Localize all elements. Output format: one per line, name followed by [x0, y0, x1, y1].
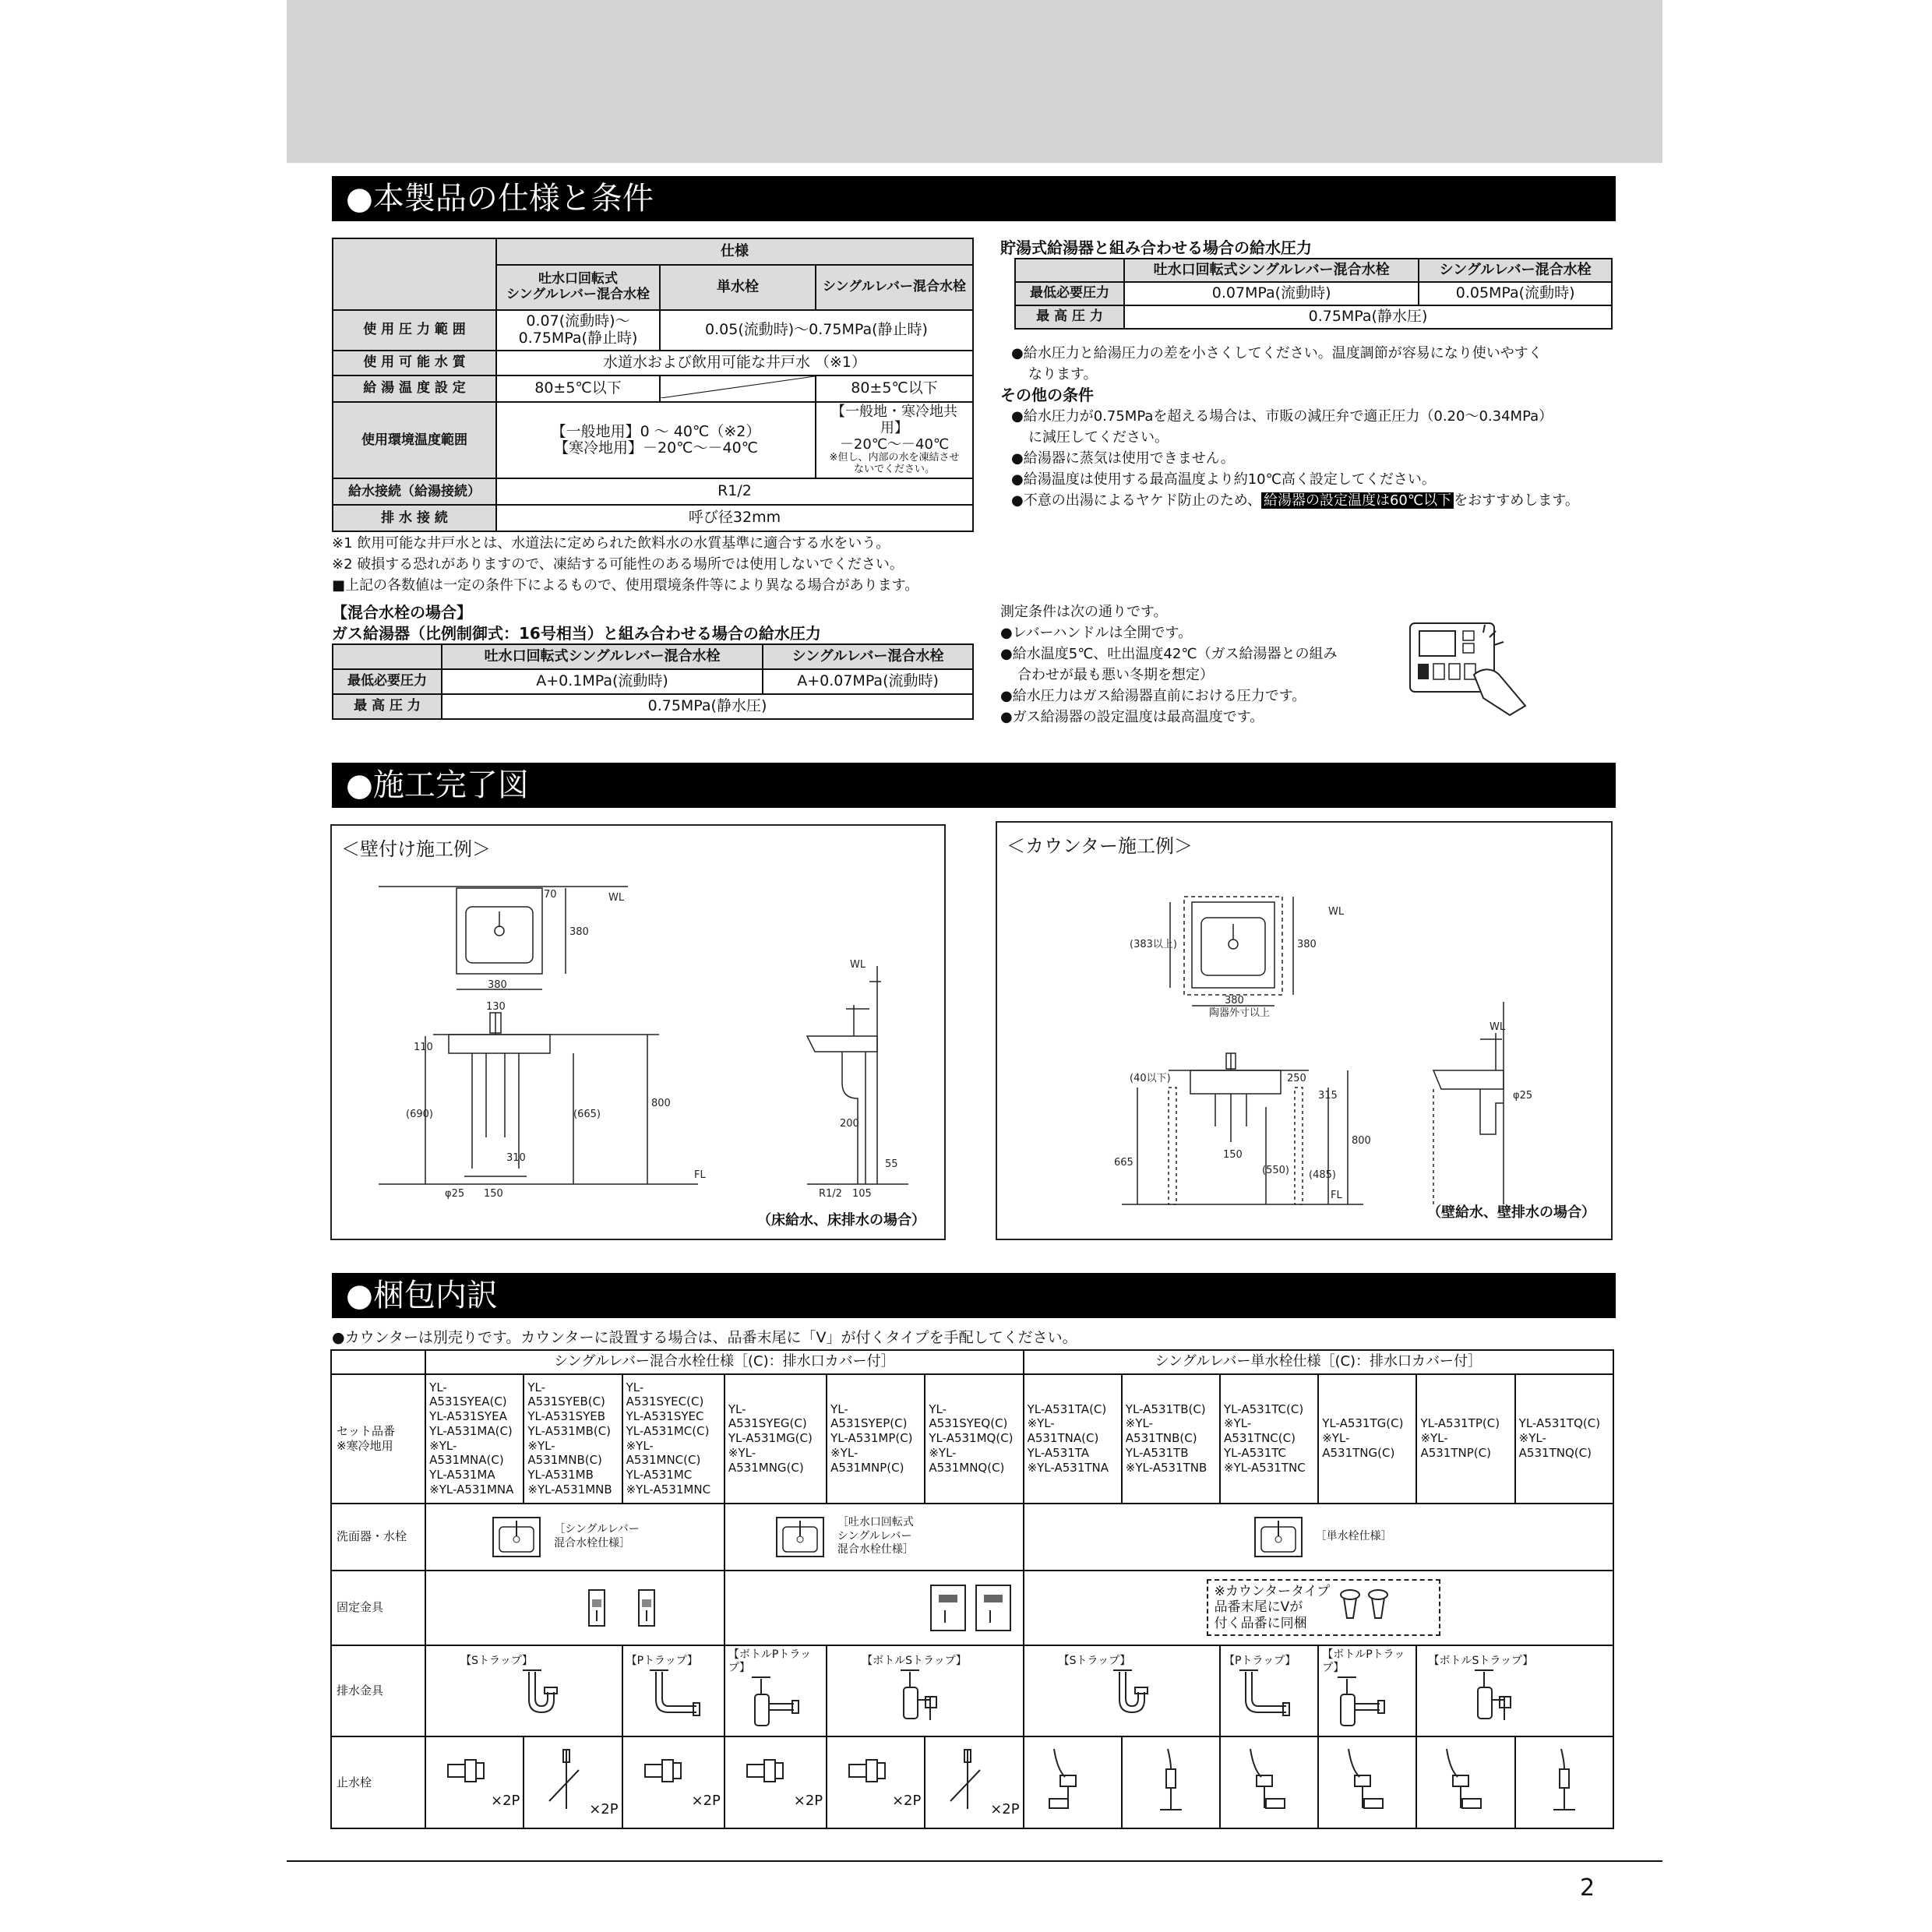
dim-label: FL	[1331, 1190, 1342, 1201]
valve-cell	[622, 1736, 724, 1828]
trap-cell	[827, 1645, 1023, 1737]
measure-note: 測定条件は次の通りです。	[1000, 604, 1168, 620]
model-cell: YL-A531TP(C) ※YL-A531TNP(C)	[1416, 1374, 1514, 1504]
row-label-models: セット品番 ※寒冷地用	[331, 1374, 425, 1504]
spec-cell: 水道水および飲用可能な井戸水 （※1）	[496, 351, 973, 375]
p-trap-icon	[642, 1669, 720, 1723]
other-note-pre: ●不意の出湯によるヤケド防止のため、	[1011, 492, 1261, 509]
group-single-header: シングルレバー単水栓仕様［(C)：排水口カバー付］	[1024, 1350, 1613, 1374]
dim-label: (550)	[1262, 1165, 1289, 1176]
dim-label: 315	[1318, 1090, 1338, 1102]
s-trap-icon	[507, 1669, 585, 1723]
spec-table	[332, 238, 974, 532]
storage-cell: 0.07MPa(流動時)	[1124, 282, 1419, 305]
spec-row-label: 排 水 接 続	[333, 505, 496, 531]
spec-col-mixer: シングルレバー混合水栓	[816, 265, 973, 310]
bottle-p-trap-icon	[1330, 1676, 1408, 1730]
angle-valve-icon	[744, 1755, 799, 1789]
highlight-text: 給湯器の設定温度は60℃以下	[1261, 492, 1454, 509]
trap-cell	[724, 1645, 827, 1737]
spec-row-label: 使 用 圧 力 範 囲	[333, 310, 496, 351]
trap-cell	[1220, 1645, 1318, 1737]
model-cell: YL-A531SYEP(C) YL-A531MP(C) ※YL-A531MNP(C)	[827, 1374, 925, 1504]
dim-label: R1/2	[819, 1188, 842, 1200]
valve-cell	[827, 1736, 925, 1828]
spec-cell: 【一般地用】0 〜 40℃（※2） 【寒冷地用】－20℃〜－40℃	[496, 402, 816, 478]
trap-cell	[1318, 1645, 1416, 1737]
model-cell: YL-A531TB(C) ※YL-A531TNB(C) YL-A531TB ※YL-A531TNB	[1122, 1374, 1220, 1504]
dim-label: 380	[569, 926, 589, 938]
spec-cell-text: 【一般地・寒冷地共用】 －20℃〜－40℃	[831, 404, 957, 453]
dim-label: 陶器外寸以上	[1209, 1007, 1271, 1019]
storage-corner	[1015, 259, 1124, 282]
p-trap-icon	[1232, 1669, 1310, 1723]
spec-notes	[332, 533, 978, 596]
valve-cell	[1318, 1736, 1416, 1828]
trap-cell	[1416, 1645, 1613, 1737]
dim-label: 130	[486, 1001, 506, 1013]
dim-label: (690)	[406, 1109, 433, 1120]
trap-label: 【ボトルSトラップ】	[1428, 1655, 1534, 1668]
model-cell: YL-A531SYEC(C) YL-A531SYEC YL-A531MC(C) ※YL-A531MNC(C) YL-A531MC ※YL-A531MNC	[622, 1374, 724, 1504]
counter-note: ※カウンタータイプ 品番末尾にVが 付く品番に同梱	[1214, 1583, 1331, 1631]
valve-cell	[425, 1736, 524, 1828]
counter-drawing-title: ＜カウンター施工例＞	[1007, 835, 1193, 857]
gas-row-label: 最低必要圧力	[333, 669, 442, 694]
storage-table	[1014, 258, 1613, 330]
trap-label: 【Pトラップ】	[1224, 1655, 1296, 1668]
angle-stop-valve-icon	[1341, 1746, 1395, 1816]
storage-notes	[1000, 343, 1619, 511]
counter-bracket-icon	[1338, 1584, 1392, 1631]
basin-icon	[492, 1516, 541, 1558]
qty-label: ×2P	[491, 1793, 520, 1810]
measure-note: ●給水温度5℃、吐出温度42℃（ガス給湯器との組み	[1000, 646, 1338, 662]
counter-drawing-caption: （壁給水、壁排水の場合）	[1427, 1204, 1595, 1221]
wall-mount-drawing-frame	[330, 824, 946, 1240]
model-cell: YL-A531SYEQ(C) YL-A531MQ(C) ※YL-A531MNQ(C)	[925, 1374, 1023, 1504]
storage-cell: 0.05MPa(流動時)	[1419, 282, 1612, 305]
dim-label: 200	[840, 1118, 859, 1130]
trap-label: 【Sトラップ】	[1058, 1655, 1131, 1668]
dim-label: 110	[414, 1042, 433, 1053]
dim-label: 105	[852, 1188, 872, 1200]
dim-label: φ25	[445, 1188, 465, 1200]
counter-drawing	[997, 854, 1611, 1220]
valve-cell	[1024, 1736, 1122, 1828]
qty-label: ×2P	[793, 1793, 823, 1810]
wall-mount-drawing	[332, 857, 944, 1231]
model-cell: YL-A531SYEB(C) YL-A531SYEB YL-A531MB(C) ※YL-A531MNB(C) YL-A531MB ※YL-A531MNB	[524, 1374, 622, 1504]
spec-cell: 80±5℃以下	[816, 375, 973, 402]
measure-note: ●レバーハンドルは全開です。	[1000, 625, 1193, 641]
model-cell: YL-A531TQ(C) ※YL-A531TNQ(C)	[1515, 1374, 1613, 1504]
counter-drawing-frame	[996, 821, 1613, 1240]
measure-note-cont: 合わせが最も悪い冬期を想定）	[1017, 667, 1214, 683]
row-label-stop-valve: 止水栓	[331, 1736, 425, 1828]
gas-row-label: 最 高 圧 力	[333, 694, 442, 719]
dim-label: 800	[651, 1098, 671, 1109]
gas-cell: A+0.07MPa(流動時)	[763, 669, 973, 694]
other-note-highlight	[1011, 490, 1619, 511]
angle-stop-valve-icon	[1439, 1746, 1493, 1816]
gas-cell: 0.75MPa(静水圧)	[442, 694, 973, 719]
dim-label: 310	[506, 1152, 526, 1164]
dim-label: 800	[1352, 1135, 1371, 1147]
dim-label: 665	[1114, 1157, 1133, 1169]
storage-row-label: 最低必要圧力	[1015, 282, 1124, 305]
measure-notes	[1000, 601, 1405, 728]
measure-note: ●給水圧力はガス給湯器直前における圧力です。	[1000, 688, 1306, 704]
dim-label: WL	[1328, 906, 1345, 918]
section-title-packing: ●梱包内訳	[332, 1273, 1616, 1318]
valve-cell	[1122, 1736, 1220, 1828]
header-gray-band	[287, 0, 1662, 163]
trap-cell	[1024, 1645, 1220, 1737]
other-conditions-heading: その他の条件	[1000, 386, 1094, 404]
model-cell: YL-A531SYEG(C) YL-A531MG(C) ※YL-A531MNG(C)	[724, 1374, 827, 1504]
row-label-drain: 排水金具	[331, 1645, 425, 1737]
basin-label: ［単水栓仕様］	[1315, 1529, 1392, 1542]
valve-cell	[1416, 1736, 1514, 1828]
dim-label: WL	[1490, 1021, 1506, 1033]
other-note: ●給湯器に蒸気は使用できません。	[1011, 450, 1235, 467]
dim-label: (665)	[573, 1109, 601, 1120]
trap-label: 【ボトルPトラップ】	[728, 1648, 812, 1674]
footer-rule	[287, 1860, 1662, 1862]
bracket-cell	[724, 1571, 1024, 1645]
spec-corner	[333, 238, 496, 310]
spec-cell-note: ※但し、内部の水を凍結させ ないでください。	[829, 452, 960, 476]
gas-corner	[333, 644, 442, 669]
bracket-icon	[587, 1588, 606, 1627]
basin-label: ［吐水口回転式 シングルレバー 混合水栓仕様］	[837, 1516, 914, 1557]
row-label-basin: 洗面器・水栓	[331, 1504, 425, 1571]
storage-cell: 0.75MPa(静水圧)	[1124, 305, 1612, 329]
valve-cell	[1220, 1736, 1318, 1828]
straight-valve-icon	[543, 1747, 590, 1814]
spec-cell: 呼び径32mm	[496, 505, 973, 531]
packing-note: ●カウンターは別売りです。カウンターに設置する場合は、品番末尾に「V」が付くタイプを手配してください。	[332, 1329, 1077, 1346]
trap-label: 【Sトラップ】	[460, 1655, 533, 1668]
dim-label: 70	[544, 889, 557, 901]
valve-cell	[1515, 1736, 1613, 1828]
gas-cell: A+0.1MPa(流動時)	[442, 669, 763, 694]
spec-row-label: 給水接続（給湯接続）	[333, 478, 496, 505]
wall-drawing-title: ＜壁付け施工例＞	[341, 838, 491, 860]
straight-valve-icon	[944, 1747, 991, 1814]
spec-row-label: 給 湯 温 度 設 定	[333, 375, 496, 402]
dim-label: 380	[1225, 995, 1244, 1007]
section-title-completion: ●施工完了図	[332, 763, 1616, 808]
straight-stop-valve-icon	[1144, 1746, 1199, 1816]
other-note-cont: に減圧してください。	[1028, 429, 1169, 446]
spec-cell: 80±5℃以下	[496, 375, 660, 402]
dim-label: (383以上)	[1130, 939, 1177, 950]
angle-stop-valve-icon	[1046, 1746, 1101, 1816]
row-label-bracket: 固定金具	[331, 1571, 425, 1645]
dim-label: φ25	[1513, 1090, 1533, 1102]
bracket-cell	[425, 1571, 724, 1645]
packing-table	[330, 1349, 1614, 1829]
qty-label: ×2P	[691, 1793, 721, 1810]
model-cell: YL-A531TG(C) ※YL-A531TNG(C)	[1318, 1374, 1416, 1504]
spec-cell-diagonal	[660, 375, 816, 402]
section-title-spec: ●本製品の仕様と条件	[332, 176, 1616, 221]
angle-valve-icon	[642, 1755, 696, 1789]
dim-label: 150	[1223, 1149, 1243, 1161]
bracket-icon	[929, 1584, 967, 1632]
spec-col-rotating: 吐水口回転式 シングルレバー混合水栓	[496, 265, 660, 310]
storage-heading: 貯湯式給湯器と組み合わせる場合の給水圧力	[1000, 238, 1312, 257]
gas-col: 吐水口回転式シングルレバー混合水栓	[442, 644, 763, 669]
model-cell: YL-A531TA(C) ※YL-A531TNA(C) YL-A531TA ※YL-A531TNA	[1024, 1374, 1122, 1504]
packing-corner	[331, 1350, 425, 1374]
basin-icon	[775, 1516, 825, 1558]
storage-col: 吐水口回転式シングルレバー混合水栓	[1124, 259, 1419, 282]
spec-row-label: 使用環境温度範囲	[333, 402, 496, 478]
valve-cell	[524, 1736, 622, 1828]
basin-single-cell	[1024, 1504, 1613, 1571]
bracket-icon	[637, 1588, 656, 1627]
gas-table	[332, 643, 974, 720]
qty-label: ×2P	[891, 1793, 922, 1810]
model-cell: YL-A531SYEA(C) YL-A531SYEA YL-A531MA(C) ※YL-A531MNA(C) YL-A531MA ※YL-A531MNA	[425, 1374, 524, 1504]
dim-label: FL	[694, 1169, 706, 1181]
qty-label: ×2P	[990, 1801, 1020, 1818]
valve-cell	[925, 1736, 1023, 1828]
page-number: 2	[1580, 1874, 1595, 1902]
gas-heading1: 【混合水栓の場合】	[332, 603, 472, 622]
other-note: ●給水圧力が0.75MPaを超える場合は、市販の減圧弁で適正圧力（0.20〜0.34MPa）	[1011, 408, 1553, 425]
spec-header-group: 仕様	[496, 238, 973, 265]
dim-label: 55	[885, 1158, 898, 1170]
dim-label: 150	[484, 1188, 503, 1200]
basin-rotating-cell	[724, 1504, 1024, 1571]
trap-label: 【ボトルSトラップ】	[862, 1655, 967, 1668]
qty-label: ×2P	[589, 1801, 619, 1818]
dim-label: (40以下)	[1130, 1073, 1171, 1084]
basin-icon	[1253, 1516, 1303, 1558]
other-note: ●給湯温度は使用する最高温度より約10℃高く設定してください。	[1011, 471, 1436, 488]
storage-note: ●給水圧力と給湯圧力の差を小さくしてください。温度調節が容易になり使いやすく	[1011, 345, 1542, 361]
bottle-p-trap-icon	[744, 1676, 822, 1730]
straight-stop-valve-icon	[1538, 1746, 1592, 1816]
angle-valve-icon	[445, 1755, 499, 1789]
s-trap-icon	[1098, 1669, 1176, 1723]
spec-cell: 0.07(流動時)〜 0.75MPa(静止時)	[496, 310, 660, 351]
trap-label: 【Pトラップ】	[626, 1655, 698, 1668]
angle-valve-icon	[846, 1755, 901, 1789]
spec-note: ※2 破損する恐れがありますので、凍結する可能性のある場所では使用しないでください。	[332, 556, 904, 573]
trap-cell	[622, 1645, 724, 1737]
spec-row-label: 使 用 可 能 水 質	[333, 351, 496, 375]
group-mixer-header: シングルレバー混合水栓仕様［(C)：排水口カバー付］	[425, 1350, 1023, 1374]
trap-label: 【ボトルPトラップ】	[1322, 1648, 1405, 1674]
model-cell: YL-A531TC(C) ※YL-A531TNC(C) YL-A531TC ※YL-A531TNC	[1220, 1374, 1318, 1504]
bottle-s-trap-icon	[893, 1669, 971, 1723]
gas-heading2: ガス給湯器（比例制御式：16号相当）と組み合わせる場合の給水圧力	[332, 624, 821, 643]
gas-col: シングルレバー混合水栓	[763, 644, 973, 669]
water-heater-remote-illustration	[1408, 620, 1546, 717]
dim-label: (485)	[1309, 1169, 1336, 1181]
dim-label: WL	[850, 959, 866, 971]
spec-note: ■上記の各数値は一定の条件下によるもので、使用環境条件等により異なる場合があります。	[332, 577, 919, 594]
storage-note-cont: なります。	[1028, 366, 1098, 383]
dim-label: WL	[608, 892, 625, 904]
other-note-post: をおすすめします。	[1454, 492, 1579, 509]
bracket-icon	[975, 1584, 1012, 1632]
dim-label: 380	[1297, 939, 1317, 950]
basin-label: ［シングルレバー 混合水栓仕様］	[554, 1523, 640, 1549]
spec-note: ※1 飲用可能な井戸水とは、水道法に定められた飲料水の水質基準に適合する水をいう。	[332, 535, 890, 552]
wall-drawing-caption: （床給水、床排水の場合）	[757, 1212, 925, 1229]
storage-col: シングルレバー混合水栓	[1419, 259, 1612, 282]
angle-stop-valve-icon	[1243, 1746, 1297, 1816]
spec-col-single: 単水栓	[660, 265, 816, 310]
dim-label: 250	[1287, 1073, 1306, 1084]
bottle-s-trap-icon	[1467, 1669, 1545, 1723]
spec-cell: 0.05(流動時)〜0.75MPa(静止時)	[660, 310, 973, 351]
dim-label: 380	[488, 979, 507, 991]
spec-cell	[816, 402, 973, 478]
storage-row-label: 最 高 圧 力	[1015, 305, 1124, 329]
measure-note: ●ガス給湯器の設定温度は最高温度です。	[1000, 709, 1264, 725]
valve-cell	[724, 1736, 827, 1828]
spec-cell: R1/2	[496, 478, 973, 505]
trap-cell	[425, 1645, 622, 1737]
bracket-counter-cell	[1024, 1571, 1613, 1645]
basin-mixer-cell	[425, 1504, 724, 1571]
